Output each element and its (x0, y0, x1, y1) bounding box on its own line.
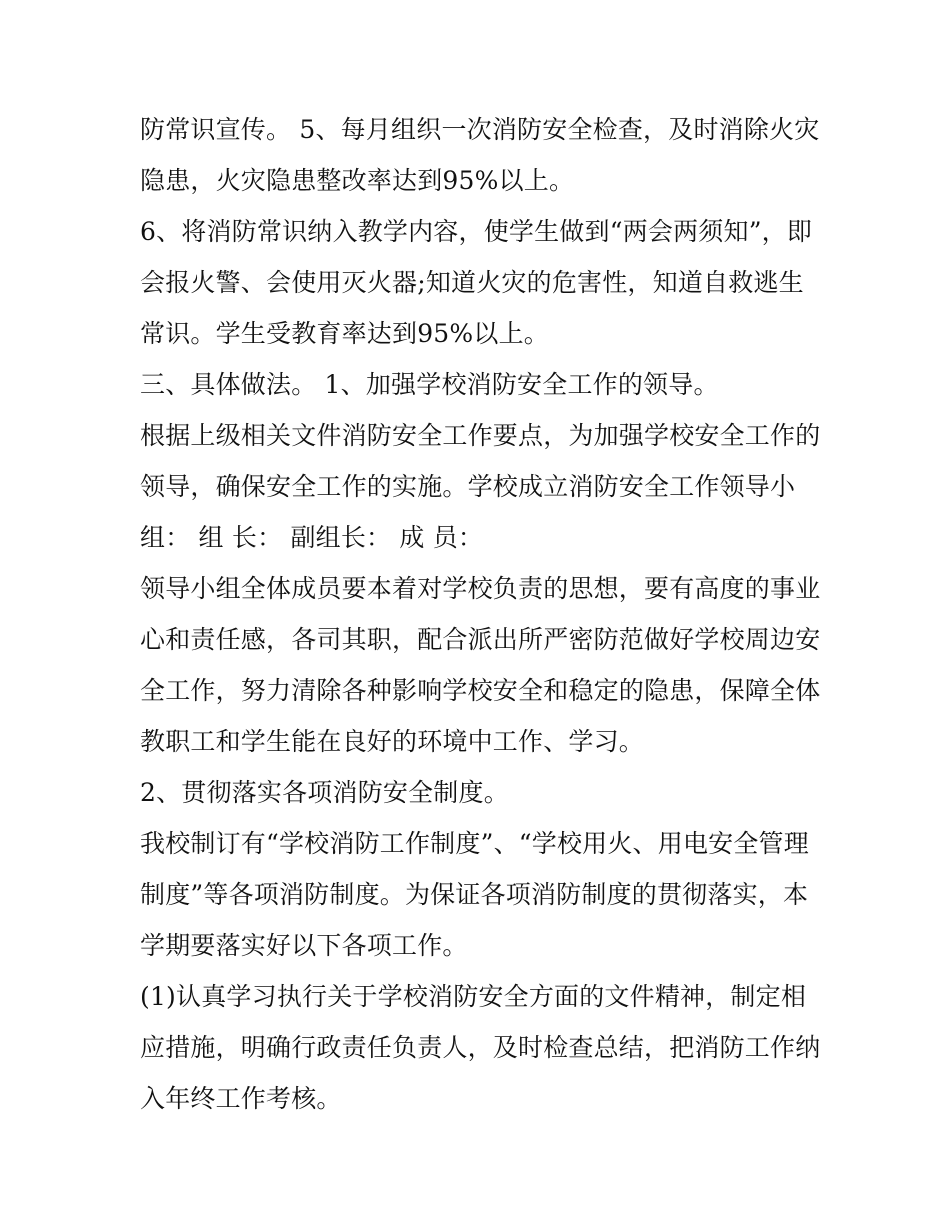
text-line: 应措施，明确行政责任负责人，及时检查总结，把消防工作纳 (140, 1033, 821, 1062)
text-line: 组： 组 长： 副组长： 成 员： (140, 523, 484, 552)
text-line: 领导小组全体成员要本着对学校负责的思想，要有高度的事业 (140, 574, 821, 603)
text-line: 6、将消防常识纳入教学内容，使学生做到“两会两须知”，即 (140, 217, 813, 246)
text-line: 全工作，努力清除各种影响学校安全和稳定的隐患，保障全体 (140, 676, 821, 705)
text-line: 教职工和学生能在良好的环境中工作、学习。 (140, 727, 645, 756)
text-line: 常识。学生受教育率达到95%以上。 (140, 319, 549, 348)
document-body (140, 104, 820, 1124)
text-line: 根据上级相关文件消防安全工作要点，为加强学校安全工作的 (140, 421, 821, 450)
section-heading-line: 三、具体做法。 1、加强学校消防安全工作的领导。 (140, 370, 719, 399)
text-line: 学期要落实好以下各项工作。 (140, 931, 468, 960)
text-line: 防常识宣传。 5、每月组织一次消防安全检查，及时消除火灾 (140, 115, 820, 144)
text-line: 心和责任感，各司其职，配合派出所严密防范做好学校周边安 (140, 625, 821, 654)
text-line: (1)认真学习执行关于学校消防安全方面的文件精神，制定相 (140, 982, 807, 1011)
text-line: 领导，确保安全工作的实施。学校成立消防安全工作领导小 (140, 472, 796, 501)
text-line: 入年终工作考核。 (140, 1084, 342, 1113)
text-line: 会报火警、会使用灭火器;知道火灾的危害性，知道自救逃生 (140, 268, 804, 297)
text-line: 制度”等各项消防制度。为保证各项消防制度的贯彻落实，本 (140, 880, 809, 909)
text-line: 隐患，火灾隐患整改率达到95%以上。 (140, 166, 575, 195)
text-line: 我校制订有“学校消防工作制度”、“学校用火、用电安全管理 (140, 829, 809, 858)
subheading-line: 2、贯彻落实各项消防安全制度。 (140, 778, 509, 807)
